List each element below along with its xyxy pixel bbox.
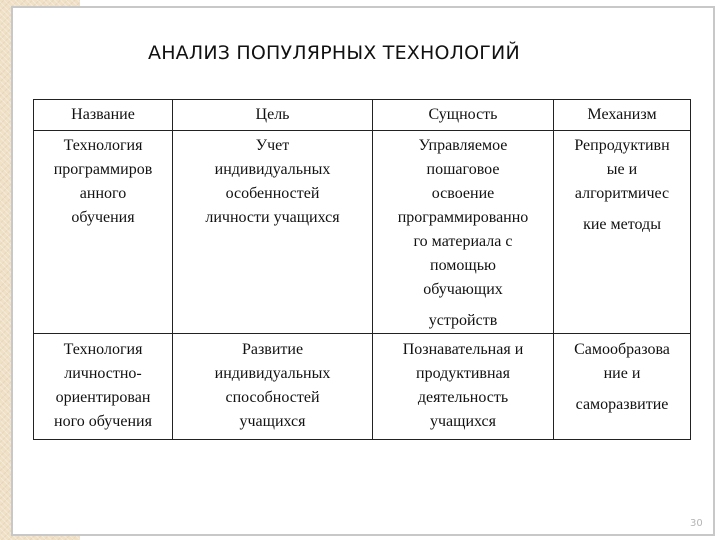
cell-line: ориентирован — [55, 389, 151, 406]
cell-line: способностей — [225, 389, 320, 406]
cell-line: ние и — [603, 365, 641, 382]
header-cell-name: Название — [34, 100, 173, 131]
table-cell — [554, 334, 691, 440]
table-cell — [34, 334, 173, 440]
table-row — [34, 334, 691, 440]
cell-line: саморазвитие — [575, 396, 669, 413]
table-cell — [173, 131, 373, 334]
table-cell — [173, 334, 373, 440]
cell-line: го материала с — [413, 233, 513, 250]
cell-line: ного обучения — [54, 413, 152, 430]
cell-line: учащихся — [239, 413, 306, 430]
slide-title: АНАЛИЗ ПОПУЛЯРНЫХ ТЕХНОЛОГИЙ — [148, 42, 520, 64]
table-header-row — [34, 100, 691, 131]
cell-line: индивидуальных — [214, 365, 331, 382]
cell-line: Технология — [63, 341, 143, 358]
cell-line: устройств — [428, 312, 498, 329]
header-cell-mechanism: Механизм — [554, 100, 691, 131]
table-cell — [373, 334, 554, 440]
cell-line: личности учащихся — [205, 209, 340, 226]
cell-line: индивидуальных — [214, 161, 331, 178]
cell-line: программированно — [397, 209, 529, 226]
cell-line: программиров — [53, 161, 153, 178]
header-cell-goal: Цель — [173, 100, 373, 131]
cell-line: пошаговое — [426, 161, 500, 178]
cell-line: Развитие — [241, 341, 304, 358]
cell-line: личностно- — [64, 365, 142, 382]
cell-line: обучающих — [423, 281, 503, 298]
table-row — [34, 131, 691, 334]
cell-line: Познавательная и — [402, 341, 524, 358]
cell-line: Самообразова — [574, 341, 670, 358]
cell-line: деятельность — [417, 389, 509, 406]
cell-line: Управляемое — [418, 137, 508, 154]
cell-line: Технология — [63, 137, 143, 154]
page-number: 30 — [690, 518, 703, 529]
cell-line: алгоритмичес — [574, 185, 670, 202]
cell-line: Учет — [255, 137, 290, 154]
cell-line: помощью — [430, 257, 496, 274]
cell-line: Репродуктивн — [574, 137, 670, 154]
header-cell-essence: Сущность — [373, 100, 554, 131]
cell-line: учащихся — [429, 413, 497, 430]
cell-line: особенностей — [225, 185, 320, 202]
cell-line: продуктивная — [416, 365, 510, 382]
cell-line: анного — [79, 185, 127, 202]
table-cell — [373, 131, 554, 334]
table-cell — [554, 131, 691, 334]
cell-line: ые и — [606, 161, 638, 178]
table-cell — [34, 131, 173, 334]
technologies-table — [33, 99, 691, 440]
cell-line: обучения — [71, 209, 135, 226]
cell-line: кие методы — [583, 216, 661, 233]
cell-line: освоение — [431, 185, 495, 202]
